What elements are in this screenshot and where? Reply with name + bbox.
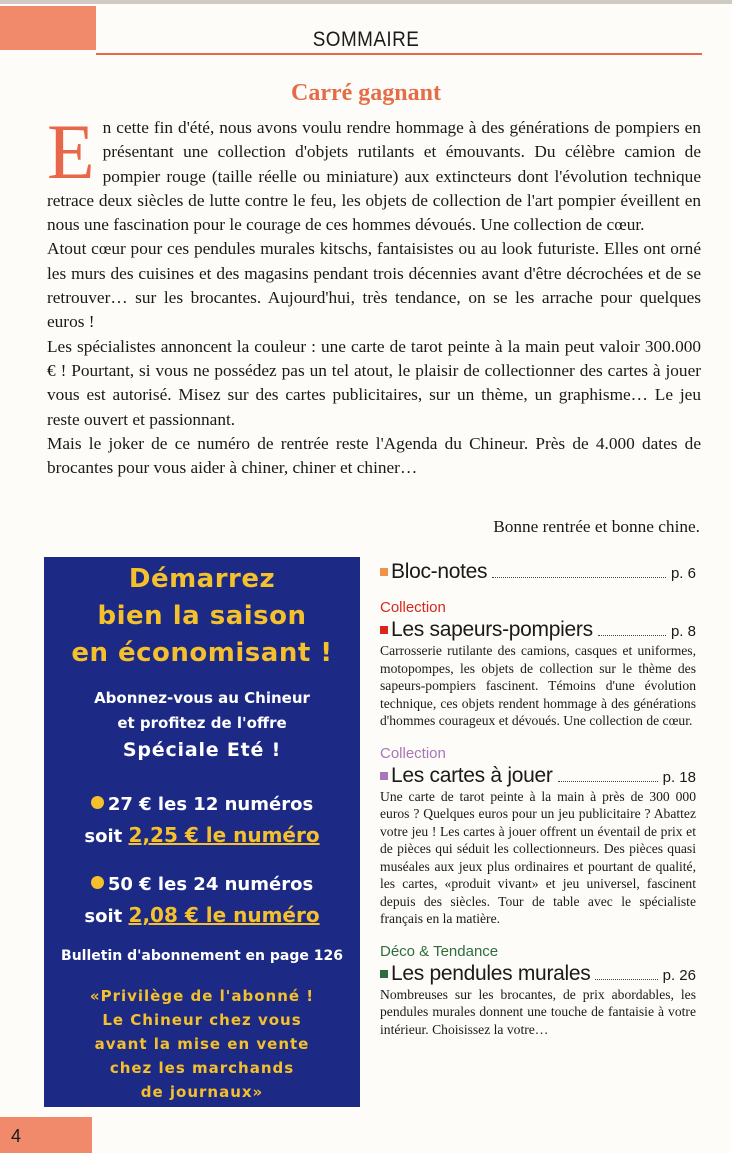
editorial-body xyxy=(47,108,701,480)
dot-leader xyxy=(595,979,657,980)
square-bullet-icon xyxy=(380,568,388,576)
offer-price: 2,08 € le numéro xyxy=(128,903,320,927)
toc-title: Les pendules murales xyxy=(391,961,591,985)
dot-leader xyxy=(558,781,658,782)
editorial-paragraph-2: Atout cœur pour ces pendules murales kitschs, fantaisistes ou au look futuriste. Elles ont orné les murs des cuisines et des magasins pendant trois décennies avant d'être décrochées et de se retrouver… sur les brocantes. Aujourd'hui, très tendance, on se les arrache pour quelques euros ! xyxy=(47,239,701,332)
toc-title: Les sapeurs-pompiers xyxy=(391,618,593,641)
square-bullet-icon xyxy=(380,970,388,978)
toc-page: p. 8 xyxy=(670,623,696,640)
offer-price: 2,25 € le numéro xyxy=(128,823,320,847)
drop-cap: E xyxy=(47,108,95,195)
section-title: SOMMAIRE xyxy=(312,28,420,51)
square-bullet-icon xyxy=(380,626,388,634)
toc-description: Carrosserie rutilante des camions, casques et uniformes, motopompes, les objets de collection sur le thème des sapeurs-pompiers fascinent. Témoins d'une évolution technique, ces objets rendent hommage à des générations d'hommes courageux et dévoués. Une collection de cœur. xyxy=(380,643,696,728)
editorial-paragraph-1: En cette fin d'été, nous avons voulu rendre hommage à des générations de pompiers en présentant une collection d'objets rutilants et émouvants. Du célèbre camion de pompier rouge (taille réelle ou miniature) aux extincteurs dont l'évolution technique retrace deux siècles de lutte contre le feu, les objets de collection de l'art pompier éveillent en nous une fascination pour le courage de ces hommes dévoués. Une collection de cœur. xyxy=(47,108,701,235)
subscription-promo xyxy=(44,557,360,1107)
toc-description: Nombreuses sur les brocantes, de prix abordables, les pendules murales donnent une touche de fantaisie à votre intérieur. Choisissez la votre… xyxy=(380,986,696,1037)
square-bullet-icon xyxy=(380,772,388,780)
editorial-paragraph-3: Les spécialistes annoncent la couleur : une carte de tarot peinte à la main peut valoir 300.000 € ! Pourtant, si vous ne possédez pas un tel atout, le plaisir de collectionner des cartes à jouer vous est autorisé. Misez sur des cartes publicitaires, sur un thème, un graphisme… Le jeu reste ouvert et passionnant. xyxy=(47,336,701,429)
toc-page: p. 18 xyxy=(662,768,696,786)
toc-entry-pendules-murales[interactable] xyxy=(380,942,696,1039)
subscription-form-reference: Bulletin d'abonnement en page 126 xyxy=(61,948,343,964)
editorial-paragraph-4: Mais le joker de ce numéro de rentrée reste l'Agenda du Chineur. Près de 4.000 dates de brocantes pour vous aider à chiner, chiner et chiner… xyxy=(47,433,701,478)
header-rule xyxy=(96,53,702,55)
toc-description: Une carte de tarot peinte à la main à près de 300 000 euros ? Quelques euros pour un jeu publicitaire ? Abattez votre jeu ! Les cartes à jouer offrent un éventail de prix et de pièces qui séduit les collectionneurs. Des pièces quasi muséales aux jeux plus ordinaires et pourtant de qualité, les cartes, «produit vivant» et jeu universel, fascinent depuis des siècles. Tour de table avec le spécialiste français en la matière. xyxy=(380,788,696,926)
promo-special-offer: Spéciale Eté ! xyxy=(122,739,282,761)
toc-category: Déco & Tendance xyxy=(380,942,499,960)
toc-page: p. 26 xyxy=(662,966,696,984)
toc-category: Collection xyxy=(380,599,446,616)
toc-page: p. 6 xyxy=(670,565,696,582)
promo-subtitle: Abonnez-vous au Chineur et profitez de l'offre xyxy=(94,689,310,732)
offer-24-issues: 50 € les 24 numéros soit 2,08 € le numéro xyxy=(84,874,320,927)
dot-leader xyxy=(598,635,666,636)
toc-title: Les cartes à jouer xyxy=(391,763,553,787)
toc-category: Collection xyxy=(380,744,446,762)
table-of-contents xyxy=(380,560,696,1052)
toc-title: Bloc-notes xyxy=(391,560,488,583)
bullet-icon xyxy=(91,796,104,809)
bullet-icon xyxy=(91,876,104,889)
toc-entry-sapeurs-pompiers[interactable] xyxy=(380,598,696,730)
editorial-signoff: Bonne rentrée et bonne chine. xyxy=(493,517,700,536)
toc-entry-cartes-a-jouer[interactable] xyxy=(380,744,696,928)
page-number: 4 xyxy=(11,1126,22,1146)
editorial-title: Carré gagnant xyxy=(291,80,441,106)
dot-leader xyxy=(492,577,666,578)
offer-12-issues: 27 € les 12 numéros soit 2,25 € le numéro xyxy=(84,794,320,847)
promo-headline: Démarrez bien la saison en économisant ! xyxy=(71,564,333,668)
subscriber-privilege: «Privilège de l'abonné ! Le Chineur chez vous avant la mise en vente chez les marchands de journaux» xyxy=(89,987,315,1101)
toc-entry-bloc-notes[interactable] xyxy=(380,560,696,584)
top-edge xyxy=(0,0,732,4)
